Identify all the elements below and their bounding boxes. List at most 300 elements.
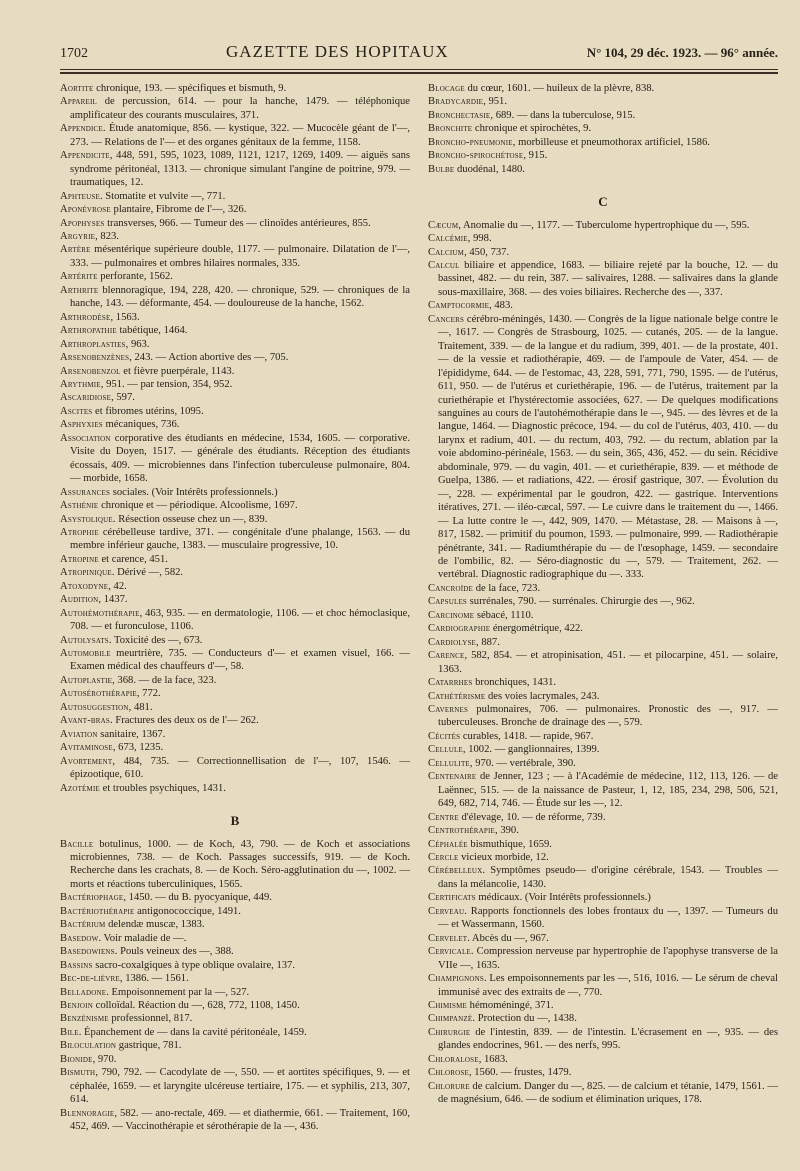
index-entry	[428, 582, 778, 595]
entry-headword: Atropinique	[60, 567, 112, 579]
entry-text: de l'intestin, 839. — de l'intestin. L'écrasement en —, 935. — des glandes endocrines, 961. — des nerfs, 995.	[438, 1026, 778, 1052]
entry-text: sanitaire, 1367.	[97, 728, 166, 740]
journal-title: GAZETTE DES HOPITAUX	[226, 42, 449, 61]
entry-text: de percussion, 614. — pour la hanche, 1479. — téléphonique amplificateur des courants musculaires, 371.	[70, 96, 410, 121]
entry-headword: Appendicite	[60, 150, 110, 162]
entry-headword: Champignons	[428, 973, 484, 985]
entry-headword: Calcul	[428, 260, 460, 272]
entry-headword: Artérite	[60, 271, 98, 283]
index-entry	[428, 313, 778, 582]
entry-headword: Chloralose	[428, 1053, 479, 1065]
index-entry	[428, 999, 778, 1012]
entry-headword: Cancroïde	[428, 582, 474, 594]
entry-headword: Broncho-pneumonie	[428, 136, 513, 148]
entry-headword: Asthénie	[60, 500, 99, 512]
entry-headword: Atoxodyne	[60, 580, 109, 592]
entry-headword: Blennoragie	[60, 1107, 115, 1119]
entry-text: , 1450. — du B. pyocyanique, 449.	[123, 892, 272, 904]
entry-text: . Symptômes pseudo— d'origine cérébrale, 1543. — Troubles — dans la mélancolie, 1430.	[438, 865, 778, 890]
entry-headword: Aortite	[60, 83, 94, 94]
entry-text: antigonococcique, 1491.	[134, 905, 241, 917]
index-entry	[60, 607, 410, 634]
entry-headword: Bradycardie	[428, 96, 484, 108]
entry-text: . Pouls veineux des —, 388.	[114, 946, 234, 958]
index-entry	[428, 730, 778, 743]
index-entry	[60, 918, 410, 931]
entry-text: . Rapports fonctionnels des lobes frontaux du —, 1397. — Tumeurs du — et Wassermann, 1560.	[438, 905, 778, 931]
index-entry	[60, 999, 410, 1012]
entry-headword: Bronchite	[428, 123, 473, 135]
entry-headword: Bismuth	[60, 1067, 96, 1079]
entry-headword: Broncho-spirochétose	[428, 150, 524, 162]
index-entry	[428, 259, 778, 299]
entry-headword: Chimpanzé	[428, 1013, 473, 1025]
entry-text: . Épanchement de — dans la cavité péritonéale, 1459.	[78, 1026, 307, 1038]
entry-text: énergométrique, 422.	[490, 623, 583, 635]
index-entry	[60, 905, 410, 918]
entry-text: , 772.	[136, 688, 161, 700]
issue-info: N° 104, 29 déc. 1923. — 96° année.	[586, 45, 778, 60]
entry-text: . Toxicité des —, 673.	[108, 634, 203, 646]
entry-headword: Atrophie	[60, 526, 99, 538]
entry-text: , 970. — vertébrale, 390.	[469, 757, 576, 769]
entry-text: mécaniques, 736.	[102, 419, 180, 431]
entry-headword: Catarrhes	[428, 677, 473, 689]
entry-headword: Atropine	[60, 553, 99, 565]
index-entry	[60, 553, 410, 566]
entry-text: , 582. — ano-rectale, 469. — et diathermie, 661. — Traitement, 160, 452, 469. — Vaccinothérapie et sérothérapie de la —, 436.	[70, 1107, 410, 1133]
index-entry	[60, 634, 410, 647]
index-entry	[60, 82, 410, 95]
entry-headword: Bile	[60, 1026, 79, 1038]
entry-headword: Bronchectasie	[428, 109, 491, 121]
entry-text: colloïdal. Réaction du —, 628, 772, 1108, 1450.	[92, 999, 300, 1011]
index-entry	[428, 246, 778, 259]
entry-headword: Argyrie	[60, 230, 96, 242]
entry-text: , 484, 735. — Correctionnellisation de l'—, 107, 1546. — épizootique, 610.	[70, 755, 410, 781]
entry-text: chronique, 193. — spécifiques et bismuth, 9.	[93, 83, 287, 94]
index-entry	[60, 728, 410, 741]
index-entry	[60, 932, 410, 945]
entry-text: sociales. (Voir Intérêts professionnels.)	[110, 486, 278, 498]
entry-text: sacro-coxalgiques à type oblique ovalaire, 137.	[92, 959, 295, 971]
index-entry	[60, 432, 410, 486]
entry-text: biliaire et appendice, 1683. — biliaire rejeté par la bouche, 12. — du bassinet, 482. — du rein, 387. — salivaires, 1288. — salivaires dans la glande sous-maxillaire, 368. — des voies biliaires. Recherche des —, 337.	[438, 260, 778, 298]
index-entry	[60, 701, 410, 714]
entry-headword: Calcium	[428, 246, 465, 258]
entry-text: , 483.	[489, 300, 513, 312]
entry-text: meurtrière, 735. — Conducteurs d'— et examen visuel, 166. — Examen médical des chauffeurs d'—, 58.	[70, 648, 410, 673]
entry-text: . Voir maladie de —.	[98, 932, 187, 944]
entry-text: , 390.	[495, 825, 519, 837]
left-column	[60, 82, 410, 1133]
index-entry	[428, 609, 778, 622]
index-entry	[60, 755, 410, 782]
header-rule-thick	[60, 72, 778, 74]
entry-text: hémoméningé, 371.	[467, 999, 554, 1011]
entry-text: gastrique, 781.	[116, 1040, 182, 1052]
entry-headword: Cellule	[428, 744, 463, 756]
entry-text: , 1683.	[478, 1053, 508, 1065]
index-entry	[428, 945, 778, 972]
entry-headword: Cercle	[428, 851, 459, 863]
entry-text: , 887.	[476, 636, 500, 648]
entry-headword: Cervicale	[428, 946, 471, 958]
entry-text: , 1560. — frustes, 1479.	[468, 1067, 572, 1079]
index-entry	[428, 1066, 778, 1079]
index-entry	[60, 945, 410, 958]
entry-headword: Apophyses	[60, 217, 105, 229]
entry-headword: Calcémie	[428, 233, 468, 245]
index-entry	[60, 838, 410, 892]
index-entry	[60, 782, 410, 795]
index-entry	[60, 149, 410, 189]
entry-text: bronchiques, 1431.	[472, 677, 557, 689]
entry-headword: Cardiographie	[428, 623, 491, 635]
entry-text: , 970.	[92, 1053, 117, 1065]
entry-text: . Résection osseuse chez un —, 839.	[112, 513, 268, 525]
index-entry	[60, 324, 410, 337]
entry-text: curables, 1418. — rapide, 967.	[460, 730, 594, 742]
entry-text: mésentérique supérieure double, 1177. — pulmonaire. Dilatation de l'—, 333. — pulmonaires et ombres hilaires normales, 335.	[70, 244, 410, 269]
entry-text: , 963.	[125, 338, 150, 350]
index-entry	[60, 513, 410, 526]
entry-headword: Capsules	[428, 596, 468, 608]
entry-text: plantaire, Fibrome de l'—, 326.	[110, 204, 247, 216]
entry-text: . Stomatite et vulvite —, 771.	[99, 190, 226, 202]
entry-text: du cœur, 1601. — huileux de la plèvre, 838.	[464, 83, 655, 94]
entry-text: . Dérivé —, 582.	[111, 567, 184, 579]
entry-headword: Chirurgie	[428, 1026, 471, 1038]
entry-headword: Autohémothérapie	[60, 607, 140, 619]
entry-headword: Centenaire	[428, 771, 477, 783]
index-entry	[428, 703, 778, 730]
entry-headword: Arsenobenzènes	[60, 352, 130, 364]
index-entry	[428, 1053, 778, 1066]
entry-headword: Arthroplasties	[60, 338, 126, 350]
entry-headword: Blocage	[428, 83, 465, 94]
index-entry	[428, 636, 778, 649]
entry-text: corporative des étudiants en médecine, 1534, 1605. — corporative. Visite du Doyen, 1517. — générale des étudiants. Réception des étudiants écossais, 409. — microbiennes dans l'infection tuberculeuse pulmonaire, 804. — morbide, 1658.	[70, 432, 410, 485]
entry-text: d'élevage, 10. — de réforme, 739.	[458, 811, 606, 823]
entry-headword: Chimisme	[428, 999, 468, 1011]
entry-headword: Aviation	[60, 728, 98, 740]
index-entry	[60, 365, 410, 378]
entry-text: botulinus, 1000. — de Koch, 43, 790. — de Koch et associations microbiennes, 738. — de Koch. Passages successifs, 919. — de Koch. Recherche dans les crachats, 8. — de Koch. Séro-agglutination du —, 1002. — morts et réactions tuberculiniques, 1565.	[70, 838, 410, 890]
entry-headword: Arsenobenzol	[60, 365, 121, 377]
entry-headword: Bactérium	[60, 919, 106, 931]
entry-text: , 1386. — 1561.	[119, 973, 189, 985]
entry-text: , 597.	[111, 392, 135, 404]
entry-text: médicaux. (Voir Intérêts professionnels.)	[475, 892, 651, 904]
entry-text: et troubles psychiques, 1431.	[99, 782, 226, 794]
entry-text: , 689. — dans la tuberculose, 915.	[490, 109, 636, 121]
entry-headword: Assurances	[60, 486, 111, 498]
entry-headword: Benjoin	[60, 999, 93, 1011]
entry-text: , 1002. — ganglionnaires, 1399.	[462, 744, 600, 756]
entry-headword: Bacille	[60, 838, 94, 850]
entry-headword: Bassins	[60, 959, 93, 971]
index-entry	[60, 230, 410, 243]
entry-text: surrénales, 790. — surrénales. Chirurgie des —, 962.	[467, 596, 695, 608]
entry-headword: Autoplastie	[60, 674, 113, 686]
entry-headword: Cérébelleux	[428, 865, 483, 877]
entry-text: , 1437.	[98, 594, 128, 606]
entry-text: duodénal, 1480.	[454, 163, 525, 175]
entry-headword: Ascaridiose	[60, 392, 112, 404]
index-entry	[60, 986, 410, 999]
entry-headword: Arythmie	[60, 378, 101, 390]
entry-text: professionnel, 817.	[108, 1013, 193, 1025]
index-entry	[428, 163, 778, 176]
entry-headword: Camptocormie	[428, 300, 490, 312]
entry-headword: Carcinome	[428, 609, 475, 621]
index-entry	[428, 1012, 778, 1025]
entry-headword: Benzénisme	[60, 1013, 109, 1025]
entry-text: , 368. — de la face, 323.	[112, 674, 217, 686]
index-entry	[60, 714, 410, 727]
index-entry	[428, 622, 778, 635]
entry-headword: Centre	[428, 811, 459, 823]
index-entry	[60, 647, 410, 674]
entry-headword: Cardiolyse	[428, 636, 477, 648]
entry-text: bismuthique, 1659.	[467, 838, 552, 850]
index-entry	[60, 1012, 410, 1025]
entry-headword: Association	[60, 432, 111, 444]
entry-headword: Chlorure	[428, 1080, 470, 1092]
entry-text: et fibromes utérins, 1095.	[92, 405, 204, 417]
entry-text: . Protection du —, 1438.	[472, 1013, 577, 1025]
entry-text: . Empoisonnement par la —, 527.	[106, 986, 250, 998]
index-entry	[60, 1066, 410, 1106]
entry-headword: Aponévrose	[60, 204, 111, 216]
entry-headword: Céphalée	[428, 838, 468, 850]
entry-headword: Aphteuse	[60, 190, 100, 202]
entry-headword: Cæcum	[428, 219, 459, 231]
index-entry	[60, 122, 410, 149]
entry-text: de la face, 723.	[473, 582, 541, 594]
entry-text: perforante, 1562.	[97, 271, 173, 283]
index-entry	[60, 284, 410, 311]
index-entry	[60, 593, 410, 606]
entry-headword: Arthrodèse	[60, 311, 111, 323]
index-entry	[428, 595, 778, 608]
index-entry	[428, 136, 778, 149]
index-entry	[428, 1080, 778, 1107]
entry-text: et fièvre puerpérale, 1143.	[120, 365, 235, 377]
entry-headword: Cervelet	[428, 932, 468, 944]
entry-headword: Basedow	[60, 932, 99, 944]
section-letter: C	[598, 194, 608, 210]
entry-text: , 673, 1235.	[112, 742, 164, 754]
index-entry	[60, 566, 410, 579]
entry-text: , 450, 737.	[464, 246, 510, 258]
index-entry	[428, 109, 778, 122]
entry-headword: Cancers	[428, 313, 465, 325]
index-entry	[60, 959, 410, 972]
index-entry	[60, 674, 410, 687]
entry-headword: Bactériophage	[60, 892, 124, 904]
index-entry	[60, 499, 410, 512]
index-entry	[428, 299, 778, 312]
entry-text: , 42.	[108, 580, 127, 592]
index-entry	[428, 219, 778, 232]
index-entry	[428, 690, 778, 703]
entry-text: de Jenner, 123 ; — à l'Académie de médecine, 112, 113, 126. — de Laënnec, 515. — de la naissance de Pasteur, 1, 12, 185, 234, 298, 506, 521, 649, 682, 714, 746. — Étude sur les —, 12.	[438, 771, 778, 810]
page-header	[60, 42, 778, 66]
index-entry	[60, 687, 410, 700]
entry-headword: Audition	[60, 594, 99, 606]
entry-text: chronique et — périodique. Alcoolisme, 1697.	[98, 500, 298, 512]
index-entry	[60, 1053, 410, 1066]
entry-headword: Autolysats	[60, 634, 109, 646]
index-entry	[428, 82, 778, 95]
entry-text: . Compression nerveuse par hypertrophie de l'apophyse transverse de la VIIe —, 1635.	[438, 946, 778, 971]
index-entry	[428, 676, 778, 689]
entry-headword: Automobile	[60, 648, 111, 660]
index-entry	[428, 838, 778, 851]
entry-text: , 823.	[95, 230, 119, 242]
entry-text: , 448, 591, 595, 1023, 1089, 1121, 1217, 1269, 1409. — aiguës sans syndrome péritonéal, 1313. — chronique simulant l'angine de poitrine, 979. — traumatiques, 12.	[70, 150, 410, 189]
entry-text: transverses, 966. — Tumeur des — clinoïdes antérieures, 855.	[104, 217, 371, 229]
entry-text: , 998.	[467, 233, 492, 245]
entry-headword: Azotémie	[60, 782, 100, 794]
entry-headword: Asphyxies	[60, 419, 103, 431]
entry-text: , 1563.	[110, 311, 140, 323]
entry-headword: Chlorose	[428, 1067, 469, 1079]
index-entry	[60, 311, 410, 324]
index-entry	[60, 1039, 410, 1052]
index-entry	[428, 770, 778, 810]
index-entry	[60, 217, 410, 230]
index-entry	[428, 95, 778, 108]
entry-headword: Avortement	[60, 755, 113, 767]
entry-headword: Appendice	[60, 123, 103, 135]
entry-text: des voies lacrymales, 243.	[485, 690, 600, 702]
index-entry	[60, 580, 410, 593]
entry-text: , 951. — par tension, 354, 952.	[100, 378, 233, 390]
index-entry	[60, 391, 410, 404]
index-entry	[60, 378, 410, 391]
index-entry	[60, 1026, 410, 1039]
index-entry	[60, 270, 410, 283]
entry-text: , 463, 935. — en dermatologie, 1106. — et choc hémoclasique, 708. — et furonculose, 1106.	[70, 607, 410, 633]
entry-headword: Cavernes	[428, 703, 469, 715]
index-entry	[60, 95, 410, 122]
entry-headword: Bulbe	[428, 163, 455, 175]
index-entry	[60, 486, 410, 499]
index-entry	[428, 811, 778, 824]
entry-headword: Artère	[60, 244, 91, 256]
entry-headword: Cellulite	[428, 757, 470, 769]
entry-headword: Arthropathie	[60, 325, 117, 337]
index-entry	[60, 741, 410, 754]
index-entry	[60, 338, 410, 351]
entry-text: blennoragique, 194, 228, 420. — chronique, 529. — chroniques de la hanche, 143. — déformante, 454. — douloureuse de la hanche, 1562.	[70, 284, 410, 310]
entry-text: vicieux morbide, 12.	[458, 851, 549, 863]
entry-text: , 915.	[523, 150, 548, 162]
entry-headword: Bactériothérapie	[60, 905, 135, 917]
right-column	[428, 82, 778, 1133]
index-entry	[428, 824, 778, 837]
entry-text: , 790, 792. — Cacodylate de —, 550. — et aortites spécifiques, 9. — et céphalée, 1659. — et laryngite ulcéreuse tertiaire, 175. — et syphilis, 213, 307, 614.	[70, 1067, 410, 1106]
entry-text: . Abcès du —, 967.	[467, 932, 549, 944]
index-entry	[60, 418, 410, 431]
entry-headword: Biloculation	[60, 1040, 117, 1052]
index-columns	[60, 82, 778, 1133]
index-entry	[428, 905, 778, 932]
entry-text: . Les empoisonnements par les —, 516, 1016. — Le sérum de cheval immunisé avec des extraits de —, 770.	[438, 973, 778, 998]
index-entry	[60, 1107, 410, 1134]
entry-headword: Arthrite	[60, 284, 99, 296]
entry-headword: Cécités	[428, 730, 461, 742]
index-entry	[60, 972, 410, 985]
entry-text: , Anomalie du —, 1177. — Tuberculome hypertrophique du —, 595.	[458, 219, 750, 231]
index-entry	[60, 243, 410, 270]
index-entry	[428, 122, 778, 135]
entry-text: cérébro-méningés, 1430. — Congrès de la ligue nationale belge contre le —, 1617. — Congrès de Strasbourg, 1025. — cutanés, 205. — de la langue. Traitement, 339. — de la langue et du radium, 399, 401. — de la prostate, 401. — de la vessie et radiothérapie, 469. — de l'ampoule de Vater, 454. — de l'épididyme, 644. — de l'estomac, 43, 228, 591, 771, 790, 1595. — de l'utérus, 611, 950. — de l'utérus et curiethérapie, 196. — de l'utérus, traitement par la curiethérapie et l'hystérectomie associées, 627. — De quelques modifications sanguines au cours de l'autohémothérapie dans le —, 945. — des lèvres et de la langue, 1464. — Diagnostic précoce, 194. — du col de l'utérus, 403, 410. — du larynx et radium, 401. — du rectum, 403, 792. — du rectum, ablation par la voie abdomino-périnéale, 1563. — du sein, 365, 436, 452. — du sein. Récidive abdominale, 979. — du vagin, 401. — et curiethérapie, 839. — et méthode de Guelpa, 1386. — et radiations, 422. — érosif gastrique, 307. — Évolution du —, 228. — expérimental par le goudron, 422. — gastrique. Interventions itératives, 271. — iléo-cæcal, 597. — Le cuivre dans le traitement du —, 1466. — La lutte contre le —, 442, 909, 1470. — Métastase, 28. — Maisons à —, 817, 1582. — primitif du poumon, 1593. — pulmonaire, 999. — Radiothérapie pénétrante, 341. — Radiumthérapie du — de l'œsophage, 1459. — secondaire de l'ombilic, 82. — Séro-diagnostic du —, 579. — Traitement, 262. — vertébral. Diagnostic radiographique du —. 333.	[438, 313, 778, 581]
index-entry	[428, 743, 778, 756]
entry-headword: Appareil	[60, 96, 98, 108]
entry-headword: Centrothérapie	[428, 825, 496, 837]
entry-headword: Basedowiens	[60, 946, 115, 958]
entry-headword: Bec-de-lièvre	[60, 973, 120, 985]
index-entry	[60, 526, 410, 553]
index-entry	[428, 932, 778, 945]
entry-text: pulmonaires, 706. — pulmonaires. Pronostic des —, 917. — tuberculeuses. Bronche de drainage des —, 579.	[438, 703, 778, 729]
index-entry	[60, 351, 410, 364]
page-number: 1702	[60, 46, 88, 61]
entry-headword: Belladone	[60, 986, 107, 998]
entry-headword: Cerveau	[428, 905, 465, 917]
index-entry	[60, 203, 410, 216]
entry-headword: Avitaminose	[60, 742, 113, 754]
entry-text: cérébelleuse tardive, 371. — congénitale d'une phalange, 1563. — du membre inférieur gauche, 1383. — musculaire progressive, 10.	[70, 526, 410, 552]
index-entry	[428, 1026, 778, 1053]
index-entry	[428, 851, 778, 864]
entry-headword: Autosuggestion	[60, 701, 129, 713]
index-entry	[428, 972, 778, 999]
entry-text: . Étude anatomique, 856. — kystique, 322. — Mucocèle géant de l'—, 273. — Relations de l'— et des organes génitaux de la femme, 1158.	[70, 123, 410, 148]
entry-text: sébacé, 1110.	[474, 609, 534, 621]
entry-text: , 582, 854. — et atropinisation, 451. — et pilocarpine, 451. — solaire, 1363.	[438, 650, 778, 675]
entry-headword: Carence	[428, 650, 465, 662]
entry-text: , morbilleuse et pneumothorax artificiel, 1586.	[512, 136, 710, 148]
entry-text: et carence, 451.	[98, 553, 168, 565]
entry-headword: Bionide	[60, 1053, 93, 1065]
entry-text: , 481.	[128, 701, 153, 713]
index-entry	[428, 757, 778, 770]
entry-text: , 951.	[483, 96, 507, 108]
section-letter: B	[230, 813, 240, 829]
entry-headword: Avant-bras	[60, 715, 111, 727]
index-entry	[60, 190, 410, 203]
entry-text: delendæ muscæ, 1383.	[105, 919, 205, 931]
index-entry	[428, 149, 778, 162]
entry-text: de calcium. Danger du —, 825. — de calcium et tétanie, 1479, 1561. — de magnésium, 646. — de sodium et élimination uriques, 178.	[438, 1080, 778, 1106]
index-entry	[428, 232, 778, 245]
entry-headword: Autosérothérapie	[60, 688, 137, 700]
index-entry	[60, 405, 410, 418]
index-entry	[428, 891, 778, 904]
entry-headword: Cathétérisme	[428, 690, 486, 702]
entry-text: tabétique, 1464.	[116, 325, 188, 337]
index-entry	[428, 649, 778, 676]
header-rule	[60, 69, 778, 70]
index-entry	[60, 891, 410, 904]
entry-headword: Certificats	[428, 892, 476, 904]
entry-text: , 243. — Action abortive des —, 705.	[129, 352, 289, 364]
